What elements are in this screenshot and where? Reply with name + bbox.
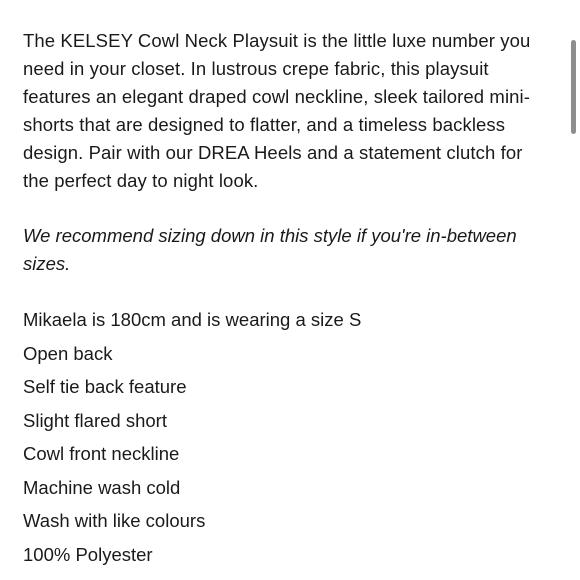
scrollbar[interactable] (571, 0, 577, 580)
feature-item: Machine wash cold (23, 476, 181, 498)
feature-item: 100% Polyester (23, 543, 153, 565)
feature-list (23, 303, 553, 571)
sizing-note: We recommend sizing down in this style if you're in-between sizes. (23, 225, 517, 274)
feature-item: Cowl front neckline (23, 443, 180, 464)
feature-item: Self tie back feature (23, 376, 187, 397)
feature-item: Slight flared short (23, 409, 167, 431)
feature-item: Wash with like colours (23, 510, 206, 531)
feature-item: Open back (23, 342, 113, 364)
product-description: The KELSEY Cowl Neck Playsuit is the little luxe number you need in your closet. In lustrous crepe fabric, this playsuit features an elegant draped cowl neckline, sleek tailored mini-shorts that are designed to flatter, and a timeless backless design. Pair with our DREA Heels and a statement clutch for the perfect day to night look. (23, 30, 531, 191)
product-description-section (23, 27, 553, 571)
feature-item: Mikaela is 180cm and is wearing a size S (23, 309, 362, 330)
scrollbar-thumb[interactable] (571, 40, 576, 134)
